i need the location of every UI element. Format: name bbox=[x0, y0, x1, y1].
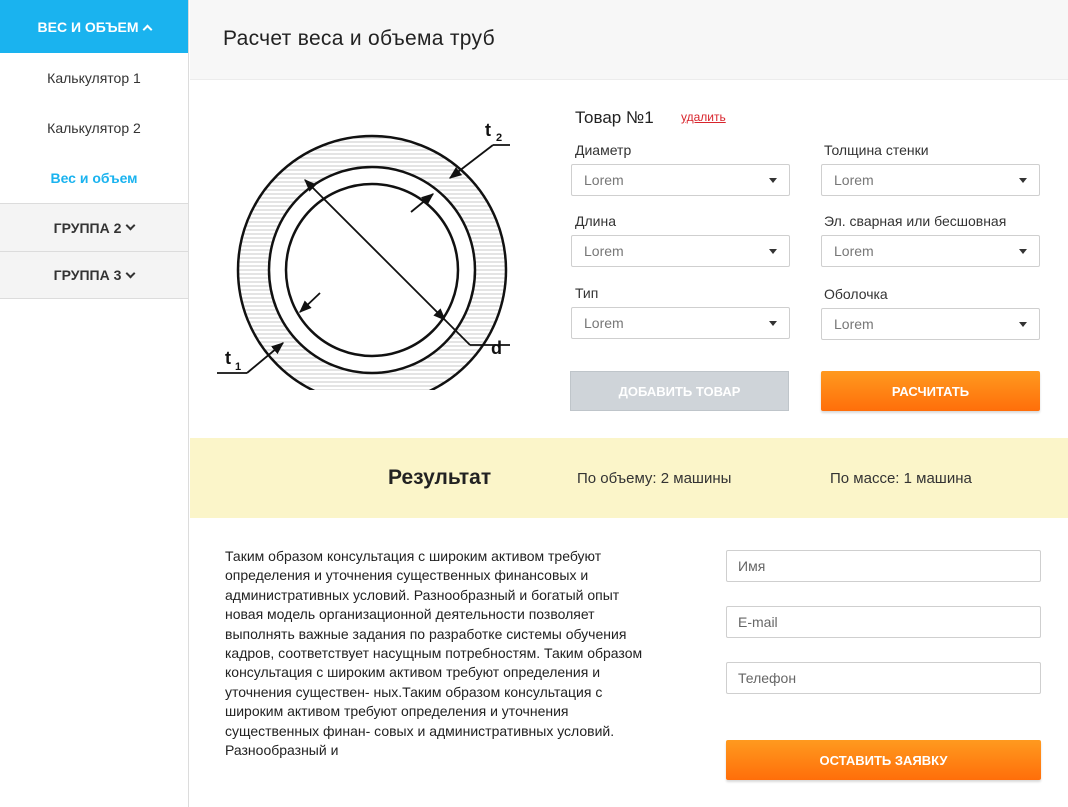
caret-down-icon bbox=[769, 321, 777, 326]
diagram-label-d: d bbox=[491, 338, 502, 358]
diameter-select[interactable] bbox=[571, 164, 790, 196]
sidebar-item-label: Калькулятор 2 bbox=[47, 120, 141, 136]
sidebar-group-3[interactable] bbox=[0, 251, 188, 299]
welded-label: Эл. сварная или бесшовная bbox=[824, 213, 1007, 229]
sidebar-item-label: Калькулятор 1 bbox=[47, 70, 141, 86]
caret-down-icon bbox=[769, 249, 777, 254]
select-value: Lorem bbox=[834, 172, 874, 188]
wall-thickness-select[interactable] bbox=[821, 164, 1040, 196]
diagram-label-t2: t bbox=[485, 120, 491, 140]
diameter-label: Диаметр bbox=[575, 142, 632, 158]
sidebar-group-label: ГРУППА 2 bbox=[53, 219, 122, 236]
calculate-button[interactable]: РАСЧИТАТЬ bbox=[821, 371, 1040, 411]
diagram-label-t1: t bbox=[225, 348, 231, 368]
sidebar-group-label: ГРУППА 3 bbox=[53, 267, 122, 283]
select-value: Lorem bbox=[584, 315, 624, 331]
chevron-up-icon bbox=[142, 24, 152, 34]
sidebar-item-calculator-1[interactable] bbox=[0, 53, 188, 103]
select-value: Lorem bbox=[834, 316, 874, 332]
select-value: Lorem bbox=[584, 172, 624, 188]
shell-label: Оболочка bbox=[824, 286, 888, 302]
product-form bbox=[570, 100, 1050, 420]
sidebar-item-weight-volume[interactable] bbox=[0, 153, 188, 203]
email-input[interactable] bbox=[726, 606, 1041, 638]
description-text: Таким образом консультация с широким активом требуют определения и уточнения существенных финансовых и административных условий. Разнообразный и богатый опыт новая модель организационной деятельности позволяет выполнять важные задания по разработке системы обучения кадров, соответствует насущным потребностям. Таким образом консультация с широким активом требуют определения и уточнения существен- ных.Таким образом консультация с широким активом требуют определения и уточнения существенных финан- совых и административных условий. Разнообразный и bbox=[225, 548, 643, 759]
sidebar-header-label: ВЕС И ОБЪЕМ bbox=[37, 18, 139, 35]
submit-request-button[interactable]: ОСТАВИТЬ ЗАЯВКУ bbox=[726, 740, 1041, 780]
sidebar-item-label: Вес и объем bbox=[50, 170, 138, 186]
length-label: Длина bbox=[575, 213, 616, 229]
welded-select[interactable] bbox=[821, 235, 1040, 267]
caret-down-icon bbox=[1019, 178, 1027, 183]
select-value: Lorem bbox=[834, 243, 874, 259]
chevron-down-icon bbox=[126, 221, 136, 231]
sidebar-item-calculator-2[interactable] bbox=[0, 103, 188, 153]
sidebar bbox=[0, 0, 189, 807]
phone-input[interactable] bbox=[726, 662, 1041, 694]
type-select[interactable] bbox=[571, 307, 790, 339]
result-title: Результат bbox=[388, 466, 492, 489]
add-product-button[interactable]: ДОБАВИТЬ ТОВАР bbox=[570, 371, 789, 411]
page-title: Расчет веса и объема труб bbox=[223, 27, 495, 50]
diagram-label-t2-subscript: 2 bbox=[496, 132, 503, 144]
type-label: Тип bbox=[575, 285, 599, 301]
result-panel bbox=[190, 438, 1068, 518]
sidebar-group-2[interactable] bbox=[0, 203, 188, 251]
page-header bbox=[190, 0, 1068, 80]
caret-down-icon bbox=[1019, 249, 1027, 254]
result-by-volume: По объему: 2 машины bbox=[577, 470, 732, 487]
caret-down-icon bbox=[1019, 322, 1027, 327]
caret-down-icon bbox=[769, 178, 777, 183]
shell-select[interactable] bbox=[821, 308, 1040, 340]
pipe-cross-section-diagram bbox=[205, 100, 525, 390]
name-input[interactable] bbox=[726, 550, 1041, 582]
result-by-mass: По массе: 1 машина bbox=[830, 470, 972, 487]
item-title: Товар №1 bbox=[575, 108, 654, 127]
diagram-label-t1-subscript: 1 bbox=[235, 361, 242, 373]
sidebar-header-weight-volume[interactable] bbox=[0, 0, 188, 53]
delete-link[interactable]: удалить bbox=[681, 110, 726, 124]
select-value: Lorem bbox=[584, 243, 624, 259]
wall-thickness-label: Толщина стенки bbox=[824, 142, 929, 158]
chevron-down-icon bbox=[126, 268, 136, 278]
length-select[interactable] bbox=[571, 235, 790, 267]
